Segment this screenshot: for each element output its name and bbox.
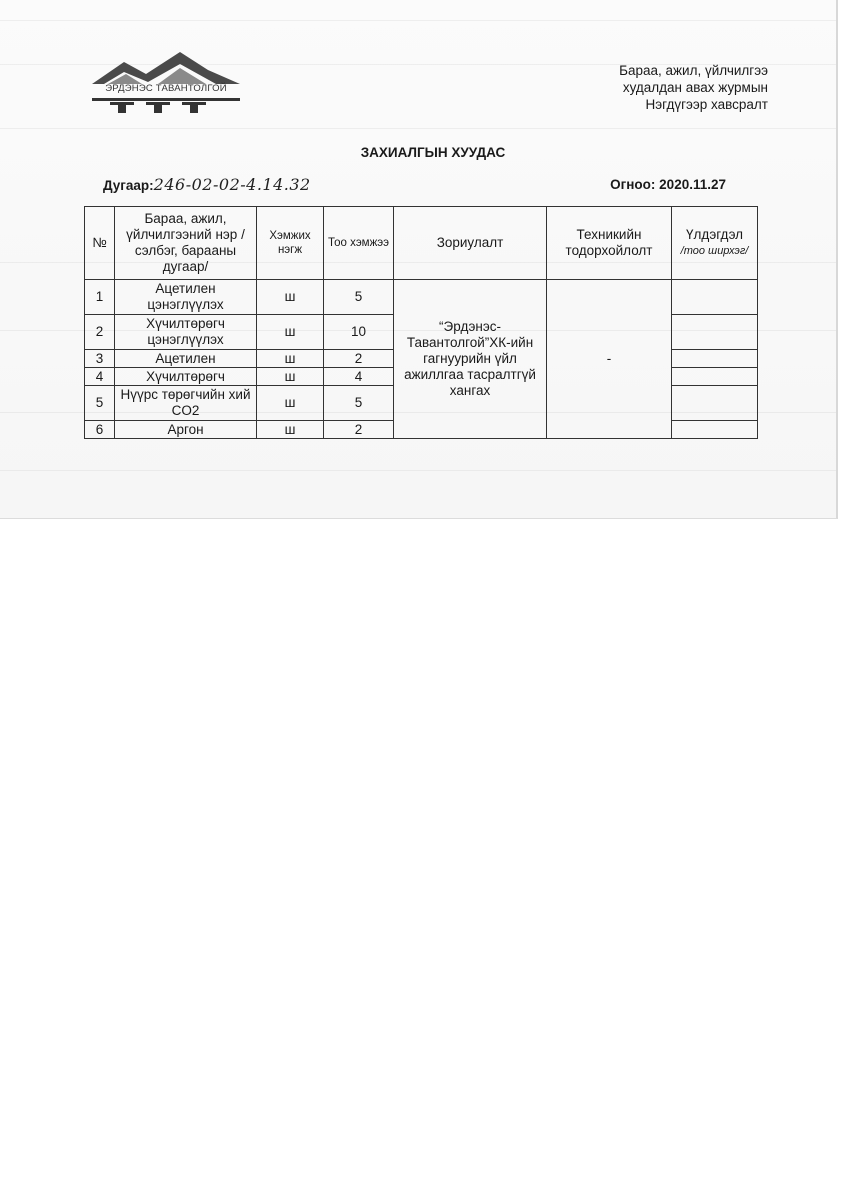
row-item-name: Аргон xyxy=(115,421,257,439)
logo-text: ЭРДЭНЭС ТАВАНТОЛГОЙ xyxy=(105,83,227,94)
header-quantity: Тоо хэмжээ xyxy=(324,207,394,280)
row-item-name: Ацетилен цэнэглүүлэх xyxy=(115,280,257,315)
row-remaining xyxy=(672,315,758,350)
mountain-logo-icon xyxy=(88,50,244,114)
row-unit: ш xyxy=(257,421,324,439)
row-quantity: 2 xyxy=(324,350,394,368)
row-quantity: 2 xyxy=(324,421,394,439)
row-remaining xyxy=(672,350,758,368)
row-item-name: Хүчилтөрөгч цэнэглүүлэх xyxy=(115,315,257,350)
row-no: 6 xyxy=(85,421,115,439)
technical-spec-cell: - xyxy=(547,280,672,439)
order-date-value: 2020.11.27 xyxy=(659,177,726,192)
row-no: 4 xyxy=(85,368,115,386)
row-no: 5 xyxy=(85,386,115,421)
order-number-value: 246-02-02-4.14.32 xyxy=(153,175,311,194)
header-technical-spec: Техникийн тодорхойлолт xyxy=(547,207,672,280)
table-header-row xyxy=(85,207,758,280)
row-no: 2 xyxy=(85,315,115,350)
header-purpose: Зориулалт xyxy=(394,207,547,280)
header-remaining-note: /тоо ширхэг/ xyxy=(680,245,749,257)
row-quantity: 10 xyxy=(324,315,394,350)
row-item-name: Нүүрс төрөгчийн хий CO2 xyxy=(115,386,257,421)
row-quantity: 5 xyxy=(324,386,394,421)
row-remaining xyxy=(672,280,758,315)
row-unit: ш xyxy=(257,280,324,315)
row-item-name: Ацетилен xyxy=(115,350,257,368)
row-item-name: Хүчилтөрөгч xyxy=(115,368,257,386)
appendix-note xyxy=(619,62,768,113)
order-date xyxy=(610,177,726,192)
row-unit: ш xyxy=(257,368,324,386)
row-remaining xyxy=(672,386,758,421)
row-unit: ш xyxy=(257,386,324,421)
appendix-note-line: Нэгдүгээр хавсралт xyxy=(645,97,768,112)
appendix-note-line: худалдан авах журмын xyxy=(622,80,768,95)
purpose-cell: “Эрдэнэс-Тавантолгой”ХК-ийн гагнуурийн үйл ажиллгаа тасралтгүй хангах xyxy=(394,280,547,439)
order-number-label: Дугаар: xyxy=(103,178,154,193)
order-number xyxy=(103,175,311,194)
document-title: ЗАХИАЛГЫН ХУУДАС xyxy=(360,145,506,160)
order-date-label: Огноо: xyxy=(610,177,656,192)
header-no: № xyxy=(85,207,115,280)
row-no: 3 xyxy=(85,350,115,368)
header-item-name: Бараа, ажил, үйлчилгээний нэр /сэлбэг, барааны дугаар/ xyxy=(115,207,257,280)
header-remaining-label: Үлдэгдэл xyxy=(685,227,744,242)
row-remaining xyxy=(672,368,758,386)
order-table xyxy=(84,206,758,439)
row-no: 1 xyxy=(85,280,115,315)
appendix-note-line: Бараа, ажил, үйлчилгээ xyxy=(619,63,768,78)
row-quantity: 5 xyxy=(324,280,394,315)
header-remaining xyxy=(672,207,758,280)
header-unit: Хэмжих нэгж xyxy=(257,207,324,280)
row-remaining xyxy=(672,421,758,439)
row-unit: ш xyxy=(257,350,324,368)
row-quantity: 4 xyxy=(324,368,394,386)
row-unit: ш xyxy=(257,315,324,350)
table-row xyxy=(85,280,758,315)
